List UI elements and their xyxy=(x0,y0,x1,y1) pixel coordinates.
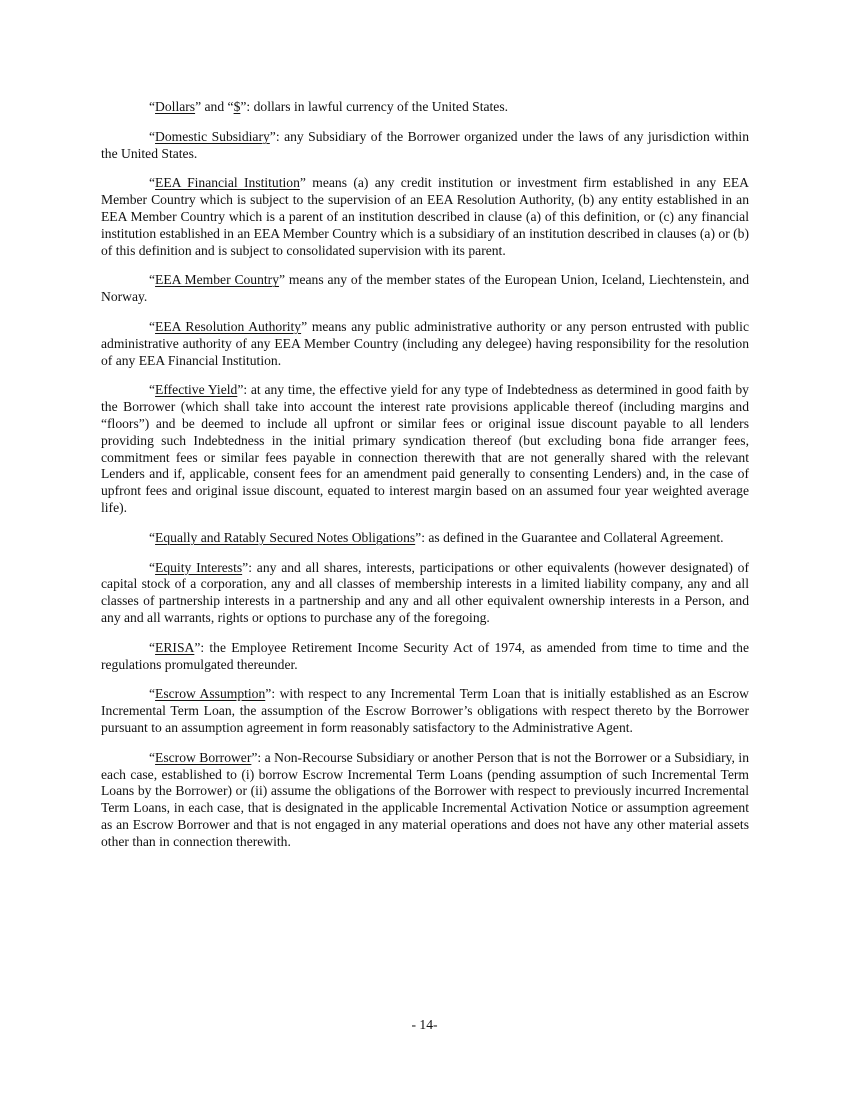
definition-domestic-subsidiary xyxy=(101,129,749,163)
definition-text: means any public administrative authority or any person entrusted with public administrative authority of any EEA Member Country (including any delegee) having responsibility for the resolution of any EEA Financial Institution. xyxy=(101,318,749,368)
term-joiner: ” and “ xyxy=(195,99,234,114)
page-number: - 14- xyxy=(411,1017,438,1032)
open-quote: “ xyxy=(149,559,156,575)
definition-text: means (a) any credit institution or investment firm established in any EEA Member Country which is subject to the supervision of an EEA Resolution Authority, (b) any entity established in an EEA Member Country which is a parent of an institution described in clause (a) of this definition, or (c) any financial institution established in an EEA Member Country which is a subsidiary of an institution described in clauses (a) or (b) of this definition and is subject to consolidated supervision with its parent. xyxy=(101,175,749,258)
definition-text: at any time, the effective yield for any type of Indebtedness as determined in good faith by the Borrower (which shall take into account the interest rate provisions applicable thereof (including margins and “floors”) and be deemed to include all upfront or similar fees or original issue discount payable to all lenders providing such Indebtedness in the initial primary syndication thereof (but excluding bona fide arranger fees, commitment fees or similar fees payable in connection therewith that are not generally shared with the relevant Lenders and if, applicable, consent fees for an amendment paid generally to consenting Lenders) and, in the case of upfront fees and original issue discount, equated to interest margin based on an assumed four year weighted average life). xyxy=(101,382,749,515)
definition-text: the Employee Retirement Income Security Act of 1974, as amended from time to time and the regulations promulgated thereunder. xyxy=(101,639,749,672)
open-quote: “ xyxy=(149,318,156,334)
defined-term: EEA Member Country xyxy=(155,272,280,288)
definition-text: any Subsidiary of the Borrower organized under the laws of any jurisdiction within the United States. xyxy=(101,128,749,161)
definition-escrow-borrower xyxy=(101,750,749,851)
definition-text: means any of the member states of the European Union, Iceland, Liechtenstein, and Norway. xyxy=(101,272,749,305)
close-quote: ”: xyxy=(242,559,257,575)
close-quote: ” xyxy=(279,272,289,288)
definition-text: a Non-Recourse Subsidiary or another Person that is not the Borrower or a Subsidiary, in each case, established to (i) borrow Escrow Incremental Term Loans (pending assumption of such Incremental Term Loans by the Borrower) or (ii) assume the obligations of the Borrower with respect to previously incurred Incremental Term Loans, in each case, that is designated in the applicable Incremental Activation Notice or assumption agreement as an Escrow Borrower and that is not engaged in any material operations and does not have any other material assets other than in connection therewith. xyxy=(101,749,749,849)
definition-text: as defined in the Guarantee and Collateral Agreement. xyxy=(428,529,724,545)
close-quote: ”: xyxy=(240,99,254,114)
definition-eea-financial-institution xyxy=(101,175,749,259)
definition-escrow-assumption xyxy=(101,686,749,736)
definition-erisa xyxy=(101,640,749,674)
close-quote: ” xyxy=(301,318,312,334)
document-page xyxy=(101,99,749,863)
defined-term: Dollars xyxy=(155,99,196,114)
open-quote: “ xyxy=(149,272,156,288)
defined-term: Domestic Subsidiary xyxy=(155,128,270,144)
definition-equally-ratably-secured-notes xyxy=(101,530,749,547)
defined-term: EEA Resolution Authority xyxy=(155,318,302,334)
close-quote: ”: xyxy=(194,639,210,655)
close-quote: ”: xyxy=(415,529,429,545)
close-quote: ”: xyxy=(269,128,285,144)
definition-effective-yield xyxy=(101,382,749,516)
defined-term: EEA Financial Institution xyxy=(155,175,300,191)
open-quote: “ xyxy=(149,749,156,765)
defined-term: Equity Interests xyxy=(155,559,243,575)
definition-text: with respect to any Incremental Term Loan that is initially established as an Escrow Incremental Term Loan, the assumption of the Escrow Borrower’s obligations with respect thereto by the Borrower pursuant to an assumption agreement in form reasonably satisfactory to the Administrative Agent. xyxy=(101,686,749,735)
definition-eea-resolution-authority xyxy=(101,319,749,369)
definition-text: any and all shares, interests, participations or other equivalents (however designated) of capital stock of a corporation, any and all classes of membership interests in a limited liability company, any and all classes of partnership interests in a partnership and any and all other equivalent ownership interests in a Person, and any and all warrants, rights or options to purchase any of the foregoing. xyxy=(101,559,749,625)
defined-term: Escrow Assumption xyxy=(155,686,266,702)
close-quote: ”: xyxy=(251,749,265,765)
open-quote: “ xyxy=(149,382,156,398)
open-quote: “ xyxy=(149,175,156,191)
definition-text: dollars in lawful currency of the United States. xyxy=(253,99,509,114)
open-quote: “ xyxy=(149,99,156,114)
defined-term: Effective Yield xyxy=(155,382,238,398)
open-quote: “ xyxy=(149,128,156,144)
close-quote: ” xyxy=(299,175,313,191)
defined-term: ERISA xyxy=(155,639,195,655)
open-quote: “ xyxy=(149,686,156,702)
open-quote: “ xyxy=(149,529,156,545)
open-quote: “ xyxy=(149,639,156,655)
close-quote: ”: xyxy=(237,382,251,398)
defined-term: Escrow Borrower xyxy=(155,749,252,765)
defined-term: Equally and Ratably Secured Notes Obligations xyxy=(155,529,416,545)
defined-term: $ xyxy=(233,99,241,114)
definition-eea-member-country xyxy=(101,272,749,306)
definition-equity-interests xyxy=(101,560,749,627)
definition-dollars xyxy=(101,99,749,116)
close-quote: ”: xyxy=(265,686,280,702)
